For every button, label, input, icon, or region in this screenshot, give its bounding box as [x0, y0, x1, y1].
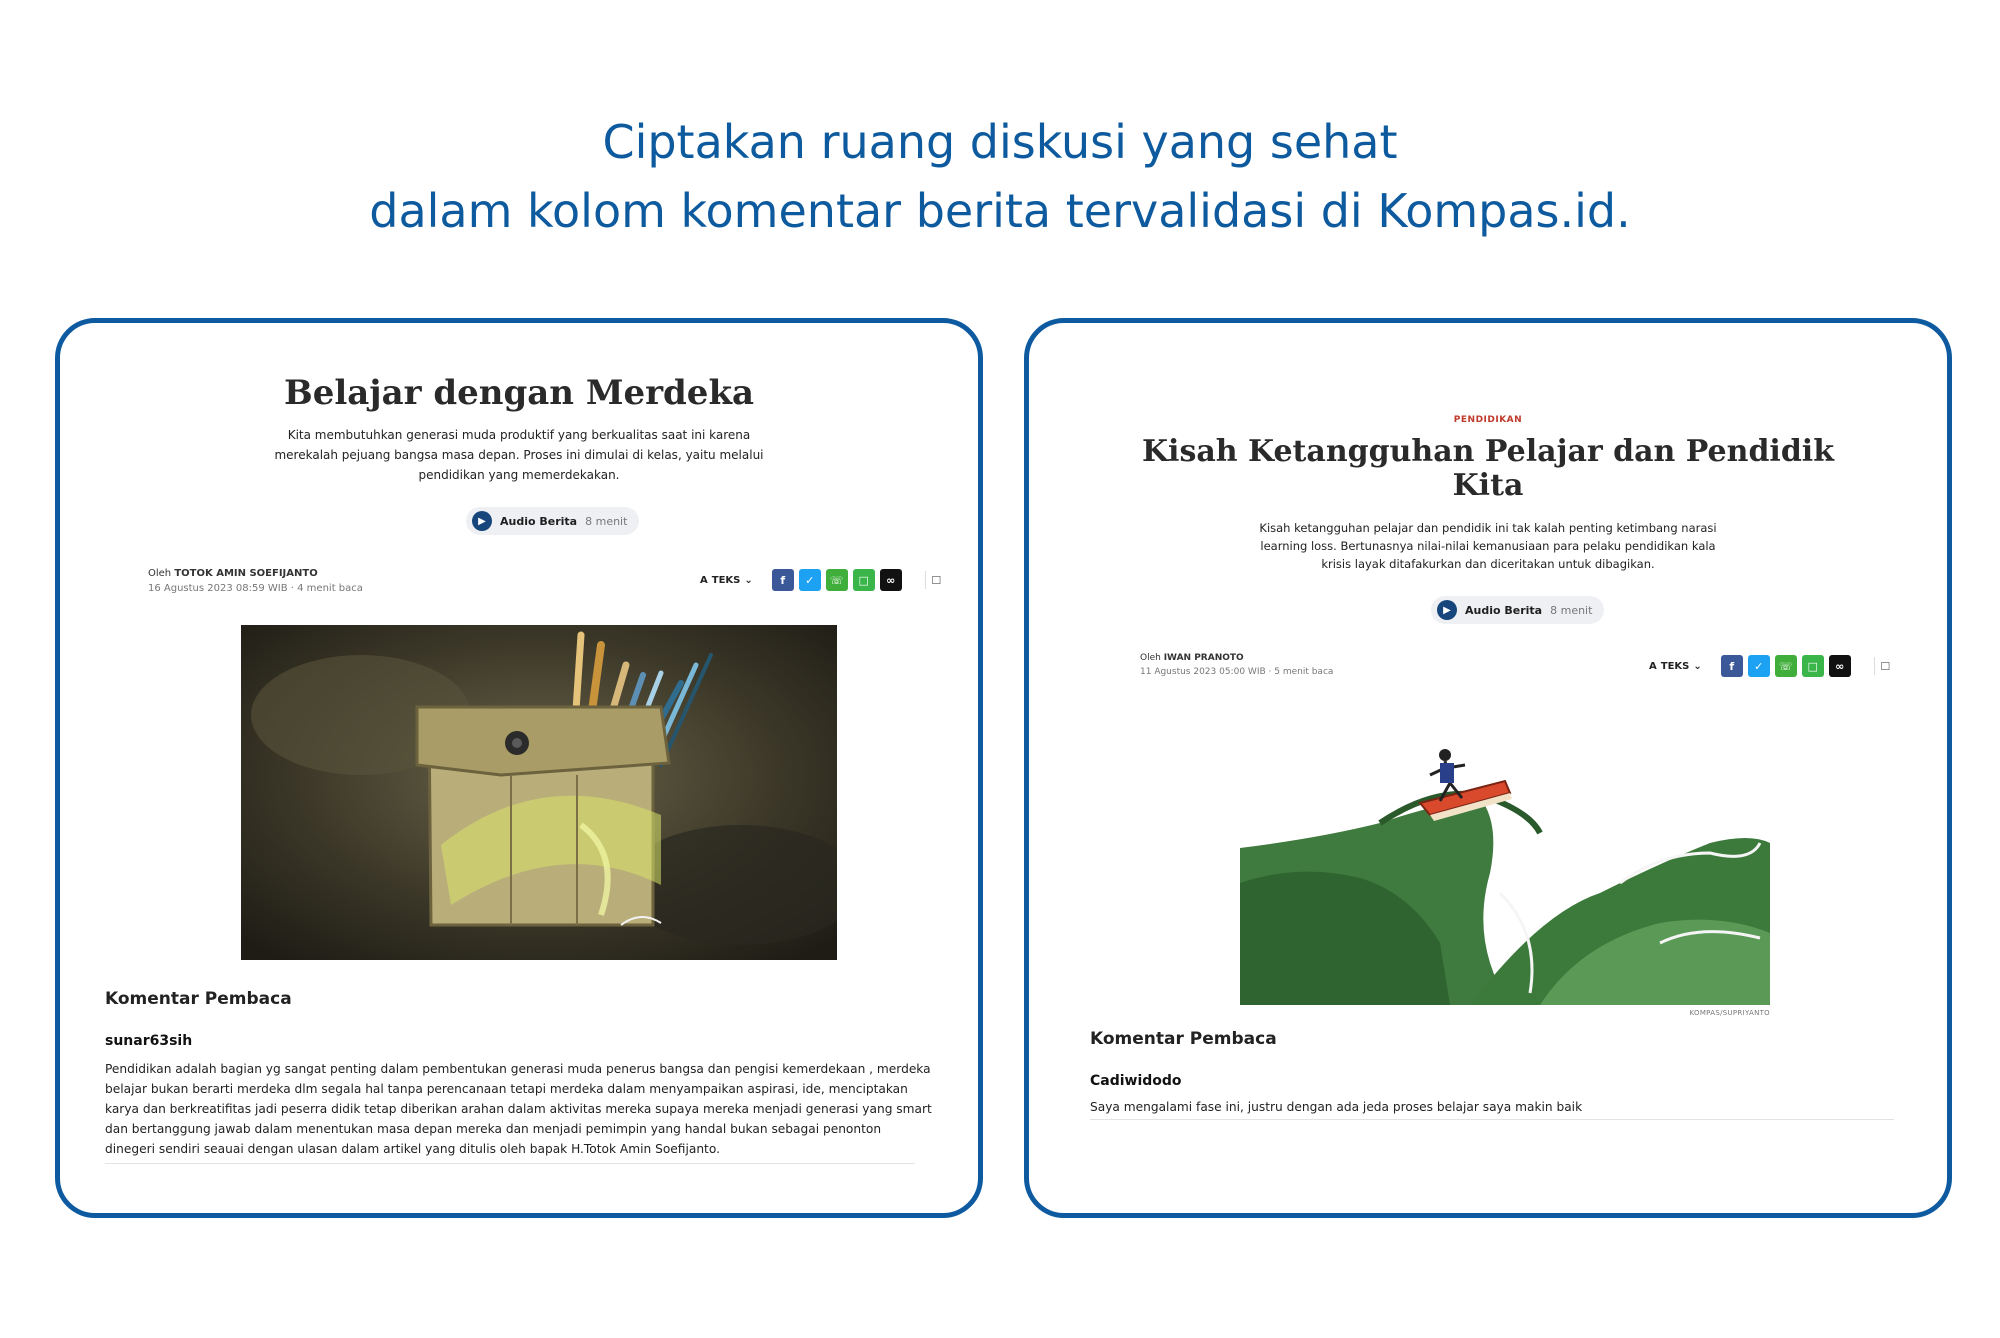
audio-berita-button[interactable] — [1431, 596, 1604, 624]
publish-date: 11 Agustus 2023 05:00 WIB · 5 menit baca — [1140, 667, 1334, 677]
link-icon[interactable]: ∞ — [880, 569, 902, 591]
chevron-down-icon: ⌄ — [1693, 660, 1702, 672]
link-icon[interactable]: ∞ — [1829, 655, 1851, 677]
article-kicker[interactable]: PENDIDIKAN — [1453, 415, 1523, 425]
article-lede — [1029, 519, 1947, 573]
audio-berita-button[interactable] — [466, 507, 639, 535]
author-link[interactable]: IWAN PRANOTO — [1163, 653, 1244, 663]
right-article-card — [1024, 318, 1952, 1218]
bookmark-icon[interactable]: ☐ — [925, 571, 939, 589]
article-title — [1029, 435, 1947, 503]
font-size-icon: A — [1649, 660, 1657, 672]
article-illustration — [241, 625, 837, 960]
speaker-icon: ▶ — [1437, 600, 1457, 620]
audio-label: Audio Berita — [500, 514, 578, 528]
comment-line: Pendidikan adalah bagian yg sangat penting dalam pembentukan generasi muda penerus bangsa dan pengisi kemerdekaan , merdeka — [105, 1062, 931, 1076]
bookmark-icon[interactable]: ☐ — [1874, 657, 1888, 675]
audio-duration: 8 menit — [585, 514, 628, 528]
article-illustration — [1240, 743, 1770, 1005]
line-icon[interactable]: □ — [853, 569, 875, 591]
article-tools — [1649, 655, 1891, 677]
facebook-icon[interactable]: f — [772, 569, 794, 591]
chevron-down-icon: ⌄ — [744, 574, 753, 586]
comment-divider — [105, 1163, 915, 1164]
facebook-icon[interactable]: f — [1721, 655, 1743, 677]
banner-headline — [0, 108, 2000, 246]
text-size-toggle[interactable] — [1649, 661, 1702, 672]
comment-text: Saya mengalami fase ini, justru dengan ada jeda proses belajar saya makin baik — [1090, 1100, 1583, 1114]
comment-line: dinegeri sendiri seauai dengan ulasan dalam artikel yang ditulis oleh bapak H.Totok Amin Soefijanto. — [105, 1142, 720, 1156]
whatsapp-icon[interactable]: ☏ — [826, 569, 848, 591]
byline — [1140, 651, 1333, 679]
audio-duration: 8 menit — [1550, 603, 1593, 617]
comment-line: belajar bukan berarti merdeka dlm segala hal tanpa perencanaan tetapi merdeka dalam menyampaikan aspirasi, ide, menciptakan — [105, 1082, 908, 1096]
audio-label: Audio Berita — [1465, 603, 1543, 617]
article-tools — [700, 569, 942, 591]
comment-username[interactable]: Cadiwidodo — [1090, 1073, 1182, 1089]
banner-line-2: dalam kolom komentar berita tervalidasi di Kompas.id. — [369, 184, 1631, 238]
byline-prefix: Oleh — [1140, 653, 1161, 663]
article-lede — [60, 425, 978, 485]
font-size-icon: A — [700, 574, 708, 586]
title-line: Kisah Ketangguhan Pelajar dan Pendidik — [1141, 434, 1834, 469]
article-title: Belajar dengan Merdeka — [283, 373, 755, 413]
text-size-label: TEKS — [1660, 660, 1690, 672]
speaker-icon: ▶ — [472, 511, 492, 531]
whatsapp-icon[interactable]: ☏ — [1775, 655, 1797, 677]
lede-line: Kita membutuhkan generasi muda produktif yang berkualitas saat ini karena — [287, 428, 751, 442]
comments-heading: Komentar Pembaca — [105, 989, 292, 1009]
twitter-icon[interactable]: ✓ — [799, 569, 821, 591]
banner-line-1: Ciptakan ruang diskusi yang sehat — [602, 115, 1398, 169]
comment-line: dan bertanggung jawab dalam menentukan masa depan mereka dan menjadi pemimpin yang handal bukan sebagai penonton — [105, 1122, 882, 1136]
text-size-toggle[interactable] — [700, 575, 753, 586]
image-credit: KOMPAS/SUPRIYANTO — [1689, 1009, 1770, 1017]
comment-username[interactable]: sunar63sih — [105, 1033, 193, 1049]
title-line: Kita — [1452, 468, 1524, 503]
left-article-card — [55, 318, 983, 1218]
byline — [148, 566, 363, 596]
lede-line: merekalah pejuang bangsa masa depan. Proses ini dimulai di kelas, yaitu melalui — [274, 448, 764, 462]
twitter-icon[interactable]: ✓ — [1748, 655, 1770, 677]
lede-line: Kisah ketangguhan pelajar dan pendidik ini tak kalah penting ketimbang narasi — [1259, 521, 1717, 535]
publish-date: 16 Agustus 2023 08:59 WIB · 4 menit baca — [148, 583, 363, 594]
byline-prefix: Oleh — [148, 568, 172, 579]
line-icon[interactable]: □ — [1802, 655, 1824, 677]
comment-line: karya dan berkreatifitas jadi peserra didik tetap diberikan arahan dalam aktivitas mereka supaya mereka menjadi generasi yang smart — [105, 1102, 932, 1116]
comment-divider — [1090, 1119, 1894, 1120]
comments-heading: Komentar Pembaca — [1090, 1029, 1277, 1049]
lede-line: krisis layak ditafakurkan dan diceritakan untuk dibagikan. — [1321, 557, 1655, 571]
lede-line: pendidikan yang memerdekakan. — [418, 468, 620, 482]
comment-text — [105, 1059, 945, 1159]
author-link[interactable]: TOTOK AMIN SOEFIJANTO — [174, 568, 318, 579]
text-size-label: TEKS — [711, 574, 741, 586]
lede-line: learning loss. Bertunasnya nilai-nilai kemanusiaan para pelaku pendidikan kala — [1260, 539, 1716, 553]
